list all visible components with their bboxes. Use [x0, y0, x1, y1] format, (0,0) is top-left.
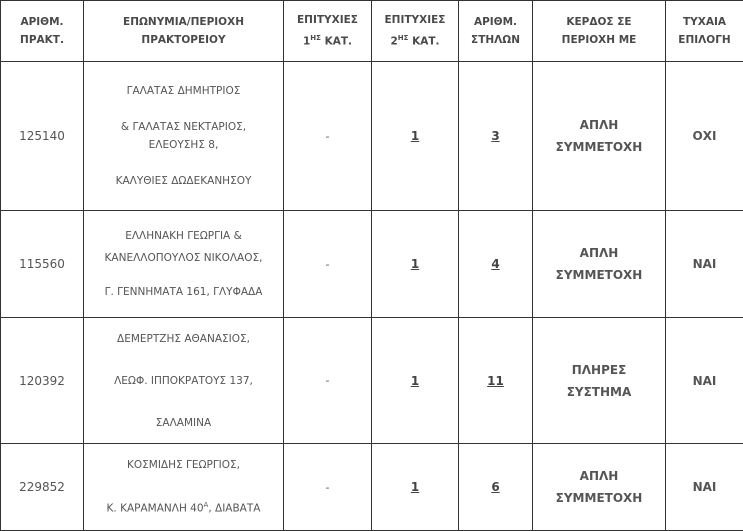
- header-random-choice-line2: ΕΠΙΛΟΓΗ: [678, 34, 730, 46]
- win-area-line2: ΣΥΜΜΕΤΟΧΗ: [556, 140, 643, 154]
- win-area-line1: ΑΠΛΗ: [580, 246, 619, 260]
- agency-id: 229852: [1, 444, 84, 531]
- win-area-line2: ΣΥΜΜΕΤΟΧΗ: [556, 268, 643, 282]
- header-first-category-line1: ΕΠΙΤΥΧΙΕΣ: [297, 14, 358, 26]
- agency-line: ΚΑΝΕΛΛΟΠΟΥΛΟΣ ΝΙΚΟΛΑΟΣ,: [88, 251, 279, 265]
- header-id-line2: ΠΡΑΚΤ.: [20, 34, 64, 46]
- first-category-wins: -: [284, 318, 372, 444]
- win-area-line1: ΑΠΛΗ: [580, 469, 619, 483]
- random-choice: ΝΑΙ: [666, 318, 743, 444]
- agency-name-cell: [84, 318, 284, 444]
- agency-address-sup: Α: [204, 501, 209, 509]
- table-row: [1, 62, 743, 211]
- header-columns-line2: ΣΤΗΛΩΝ: [471, 34, 520, 46]
- header-win-area-line2: ΠΕΡΙΟΧΗ ΜΕ: [562, 34, 637, 46]
- header-first-category: [284, 1, 372, 62]
- header-random-choice: [666, 1, 743, 62]
- agency-name-cell: [84, 444, 284, 531]
- header-second-category: [372, 1, 459, 62]
- second-category-link[interactable]: 1: [411, 129, 419, 143]
- win-area-cell: [533, 62, 666, 211]
- second-category-wins: [372, 318, 459, 444]
- win-area-cell: [533, 318, 666, 444]
- agency-line: ΕΛΕΟΥΣΗΣ 8,: [88, 138, 279, 152]
- second-category-wins: [372, 62, 459, 211]
- table-row: [1, 318, 743, 444]
- header-second-category-line1: ΕΠΙΤΥΧΙΕΣ: [385, 14, 446, 26]
- agency-line: ΔΕΜΕΡΤΖΗΣ ΑΘΑΝΑΣΙΟΣ,: [88, 332, 279, 346]
- header-columns-line1: ΑΡΙΘΜ.: [474, 16, 517, 28]
- agency-line: ΕΛΛΗΝΑΚΗ ΓΕΩΡΓΙΑ &: [88, 229, 279, 243]
- header-first-category-rest: ΚΑΤ.: [325, 36, 352, 48]
- table-row: [1, 211, 743, 318]
- agency-name-cell: [84, 62, 284, 211]
- agency-id: 120392: [1, 318, 84, 444]
- agency-id: 125140: [1, 62, 84, 211]
- header-id: [1, 1, 84, 62]
- agency-address: Κ. ΚΑΡΑΜΑΝΛΗ 40: [107, 503, 204, 515]
- columns-link[interactable]: 3: [491, 129, 499, 143]
- second-category-wins: [372, 211, 459, 318]
- win-area-cell: [533, 211, 666, 318]
- agency-address-tail: , ΔΙΑΒΑΤΑ: [208, 503, 260, 515]
- header-first-category-sup: ΗΣ: [310, 34, 321, 42]
- columns-count: [459, 62, 533, 211]
- columns-link[interactable]: 6: [491, 480, 499, 494]
- header-second-category-sup: ΗΣ: [398, 34, 409, 42]
- table-row: [1, 444, 743, 531]
- win-area-line1: ΠΛΗΡΕΣ: [572, 363, 627, 377]
- second-category-wins: [372, 444, 459, 531]
- header-agency: [84, 1, 284, 62]
- random-choice: ΝΑΙ: [666, 211, 743, 318]
- header-columns: [459, 1, 533, 62]
- first-category-wins: -: [284, 444, 372, 531]
- columns-count: [459, 211, 533, 318]
- agency-line: ΚΑΛΥΘΙΕΣ ΔΩΔΕΚΑΝΗΣΟΥ: [88, 174, 279, 188]
- header-first-category-num: 1: [303, 36, 310, 48]
- agency-line: ΚΟΣΜΙΔΗΣ ΓΕΩΡΓΙΟΣ,: [88, 458, 279, 472]
- header-agency-line2: ΠΡΑΚΤΟΡΕΙΟΥ: [141, 34, 225, 46]
- columns-count: [459, 444, 533, 531]
- header-row: [1, 1, 743, 62]
- win-area-line2: ΣΥΣΤΗΜΑ: [567, 385, 632, 399]
- random-choice: ΟΧΙ: [666, 62, 743, 211]
- first-category-wins: -: [284, 211, 372, 318]
- agency-name-cell: [84, 211, 284, 318]
- header-second-category-num: 2: [390, 36, 397, 48]
- columns-link[interactable]: 4: [491, 257, 499, 271]
- header-win-area-line1: ΚΕΡΔΟΣ ΣΕ: [566, 16, 631, 28]
- second-category-link[interactable]: 1: [411, 257, 419, 271]
- header-second-category-rest: ΚΑΤ.: [412, 36, 439, 48]
- agency-line: [88, 498, 279, 516]
- header-id-line1: ΑΡΙΘΜ.: [20, 16, 63, 28]
- header-win-area: [533, 1, 666, 62]
- win-area-cell: [533, 444, 666, 531]
- agency-line: Γ. ΓΕΝΝΗΜΑΤΑ 161, ΓΛΥΦΑΔΑ: [88, 285, 279, 299]
- win-area-line1: ΑΠΛΗ: [580, 118, 619, 132]
- second-category-link[interactable]: 1: [411, 374, 419, 388]
- agency-line: ΛΕΩΦ. ΙΠΠΟΚΡΑΤΟΥΣ 137,: [88, 374, 279, 388]
- random-choice: ΝΑΙ: [666, 444, 743, 531]
- agency-line: ΣΑΛΑΜΙΝΑ: [88, 416, 279, 430]
- columns-link[interactable]: 11: [487, 374, 504, 388]
- agency-line: ΓΑΛΑΤΑΣ ΔΗΜΗΤΡΙΟΣ: [88, 84, 279, 98]
- agency-line: & ΓΑΛΑΤΑΣ ΝΕΚΤΑΡΙΟΣ,: [88, 120, 279, 134]
- columns-count: [459, 318, 533, 444]
- header-agency-line1: ΕΠΩΝΥΜΙΑ/ΠΕΡΙΟΧΗ: [123, 16, 244, 28]
- second-category-link[interactable]: 1: [411, 480, 419, 494]
- win-area-line2: ΣΥΜΜΕΤΟΧΗ: [556, 491, 643, 505]
- header-random-choice-line1: ΤΥΧΑΙΑ: [683, 16, 726, 28]
- agency-id: 115560: [1, 211, 84, 318]
- first-category-wins: -: [284, 62, 372, 211]
